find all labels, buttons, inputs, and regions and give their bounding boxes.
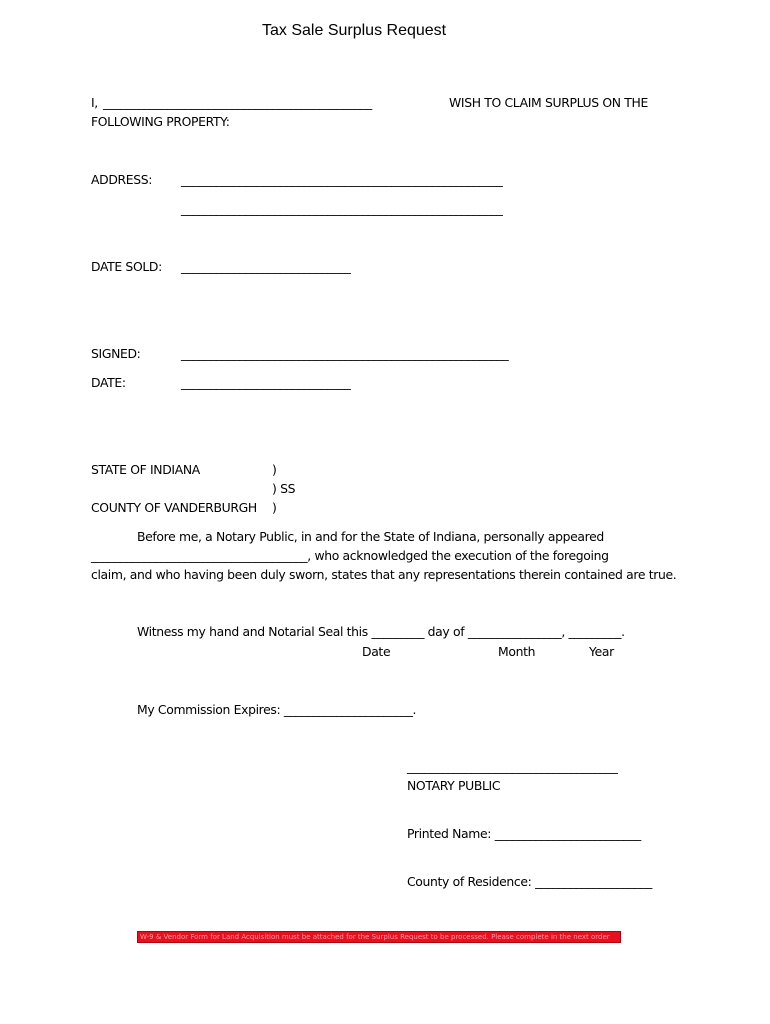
date-sold-label: DATE SOLD:: [91, 259, 162, 274]
notary-paragraph-line2[interactable]: _____________________________________, who acknowledged the execution of the foregoing: [91, 548, 609, 563]
address-line2-blank[interactable]: _______________________________________________________: [181, 201, 503, 216]
witness-line[interactable]: Witness my hand and Notarial Seal this _________ day of ________________, _________.: [137, 624, 625, 639]
claim-line2: FOLLOWING PROPERTY:: [91, 114, 230, 129]
date-blank[interactable]: _____________________________: [181, 375, 351, 390]
witness-month-caption: Month: [498, 644, 536, 659]
notary-paragraph-line1: Before me, a Notary Public, in and for the State of Indiana, personally appeared: [137, 529, 604, 544]
page-title: Tax Sale Surplus Request: [262, 22, 447, 39]
attachment-notice-banner: W-9 & Vendor Form for Land Acquisition must be attached for the Surplus Request to be processed. Please complete in the next order: [137, 931, 621, 943]
date-sold-blank[interactable]: _____________________________: [181, 259, 351, 274]
address-line1-blank[interactable]: _______________________________________________________: [181, 172, 503, 187]
state-label: STATE OF INDIANA: [91, 462, 200, 477]
venue-paren-ss: ) SS: [272, 481, 296, 496]
notary-paragraph-line3: claim, and who having been duly sworn, states that any representations therein contained are true.: [91, 567, 677, 582]
notary-signature-blank[interactable]: ____________________________________: [407, 759, 618, 774]
county-of-residence-field[interactable]: County of Residence: ____________________: [407, 874, 652, 889]
witness-date-caption: Date: [362, 644, 391, 659]
county-label: COUNTY OF VANDERBURGH: [91, 500, 257, 515]
date-label: DATE:: [91, 375, 126, 390]
signed-blank[interactable]: ________________________________________________________: [181, 346, 509, 361]
venue-paren-1: ): [272, 462, 277, 477]
printed-name-field[interactable]: Printed Name: _________________________: [407, 826, 641, 841]
signed-label: SIGNED:: [91, 346, 141, 361]
address-label: ADDRESS:: [91, 172, 153, 187]
claimant-name-blank[interactable]: ______________________________________________: [103, 95, 372, 110]
claim-prefix: I,: [91, 95, 98, 110]
claim-suffix: WISH TO CLAIM SURPLUS ON THE: [449, 95, 648, 110]
witness-year-caption: Year: [589, 644, 614, 659]
commission-expires-line[interactable]: My Commission Expires: ______________________.: [137, 702, 417, 717]
venue-paren-3: ): [272, 500, 277, 515]
notary-public-label: NOTARY PUBLIC: [407, 778, 501, 793]
